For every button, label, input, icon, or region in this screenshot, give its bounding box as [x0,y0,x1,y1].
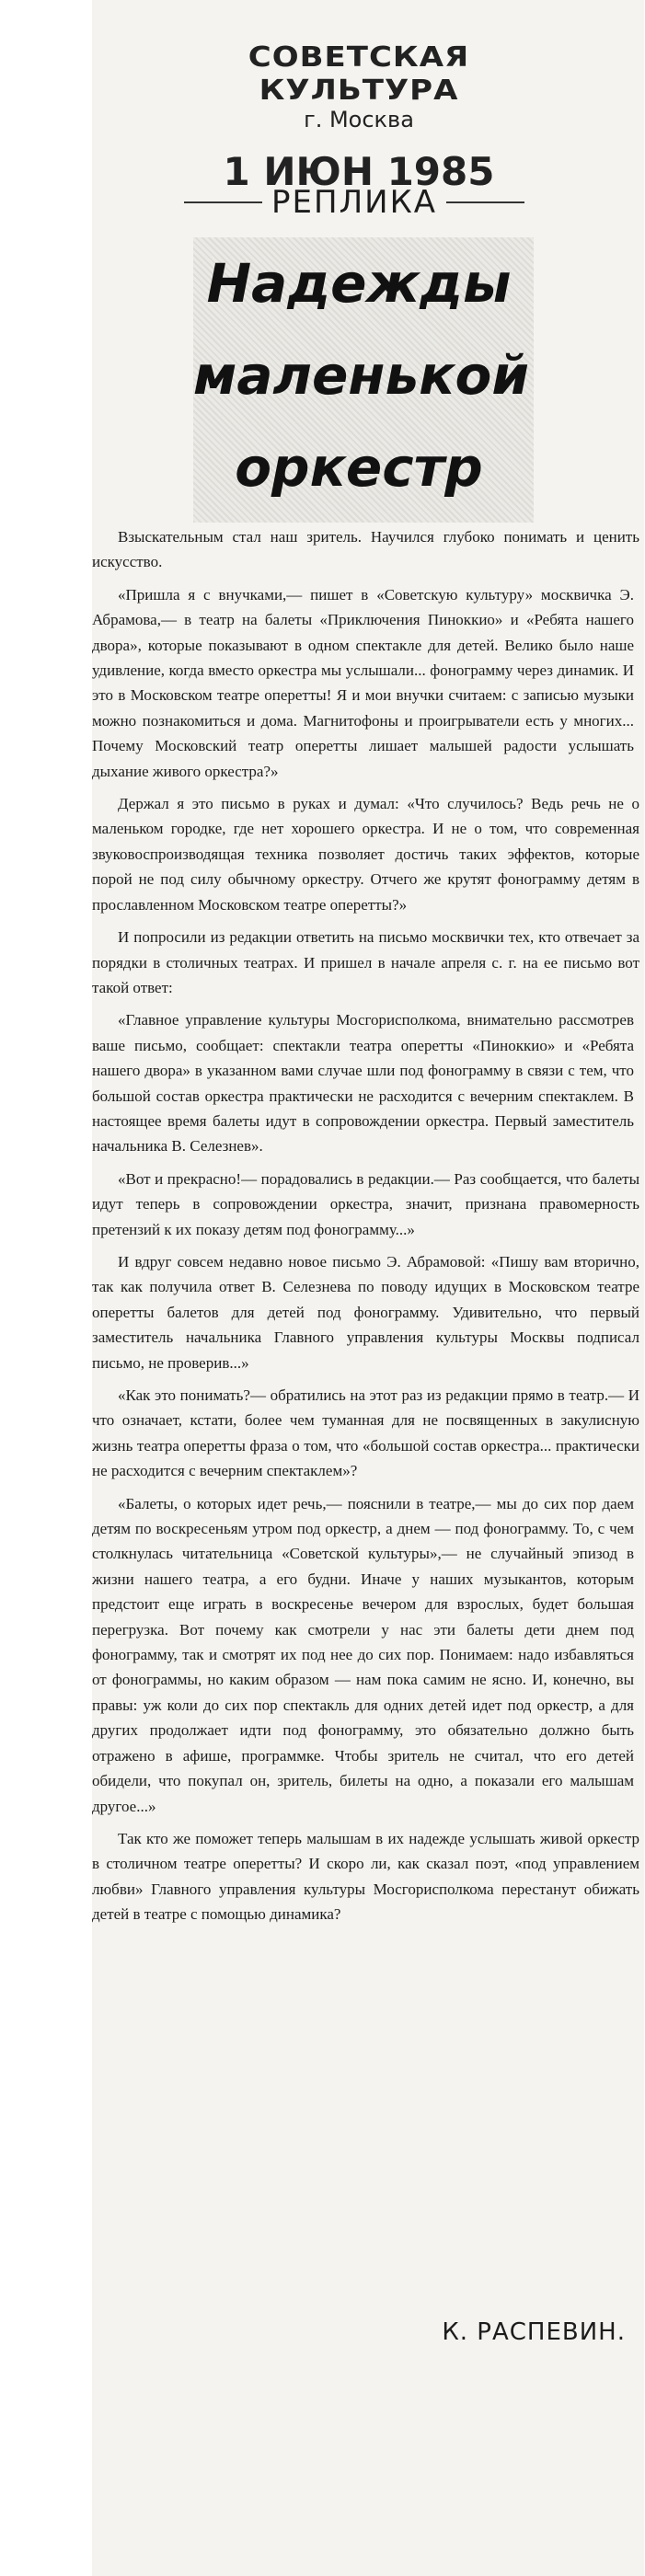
stamp-newspaper-name: СОВЕТСКАЯ КУЛЬТУРА [248,40,470,107]
stamp-city: г. Москва [304,107,414,132]
stamp-date: 1 ИЮН 1985 [223,149,495,194]
paragraph: «Балеты, о которых идет речь,— пояснили в театре,— мы до сих пор даем детям по воскресеньям утром под оркестр, а днем — под фонограмму. То, с чем столкнулась читательница «Советской культуры»,— не случайный эпизод в жизни нашего театра, а его будни. Иначе у наших музыкантов, которым предстоит еще играть в воскресенье вечером для взрослых, будет большая перегрузка. Вот почему как смотрели у нас эти балеты дети днем под фонограмму, так и смотрят их под нее до сих пор. Понимаем: надо избавляться от фонограммы, но каким образом — нам пока самим не ясно. И, конечно, вы правы: уж коли до сих пор спектакль для одних детей идет под оркестр, а для других продолжает идти под фонограмму, это обязательно должно быть отражено в афише, программке. Чтобы зритель не считал, что его детей обидели, что покупал он, зритель, билеты на одно, а показали его малышам другое...» [92,1494,634,1815]
paragraph: «Вот и прекрасно!— порадовались в редакции.— Раз сообщается, что балеты идут теперь в сопровождении оркестра, значит, признана правомерность претензий к их показу детям под фонограмму...» [92,1169,639,1238]
rubric-label: РЕПЛИКА [271,184,437,221]
headline-line-2: маленькой [193,344,529,407]
paragraph: «Главное управление культуры Мосгорисполкома, внимательно рассмотрев ваше письмо, сообщает: спектакли театра оперетты «Пиноккио» и «Ребята нашего двора» в указанном вами случае шли под фонограмму в связи с тем, что большой состав оркестра практически не расходится с вечерним спектаклем. В настоящее время балеты идут в сопровождении оркестра. Первый заместитель начальника В. Селезнев». [92,1011,634,1156]
newspaper-stamp [221,37,497,194]
headline [193,237,529,513]
paragraph: Так кто же поможет теперь малышам в их надежде услышать живой оркестр в столичном театре оперетты? И скоро ли, как сказал поэт, «под управлением любви» Главного управления культуры Мосгорисполкома перестанут обижать детей в театре с помощью динамика? [92,1829,639,1924]
rubric-rule-left [184,201,262,203]
article-body [92,524,639,1935]
author-signature: К. РАСПЕВИН. [442,2318,626,2346]
headline-line-3: оркестр [235,436,483,499]
paragraph: «Как это понимать?— обратились на этот раз из редакции прямо в театр.— И что означает, кстати, более чем туманная для не посвященных в закулисную жизнь театра оперетты фраза о том, что «большой состав оркестра... практически не расходится с вечерним спектаклем»? [92,1386,639,1480]
paragraph: И вдруг совсем недавно новое письмо Э. Абрамовой: «Пишу вам вторично, так как получила ответ В. Селезнева по поводу идущих в Московском театре оперетты балетов для детей под фонограмму. Удивительно, что первый заместитель начальника Главного управления культуры Москвы подписал письмо, не проверив...» [92,1252,639,1372]
paragraph: «Пришла я с внучками,— пишет в «Советскую культуру» москвичка Э. Абрамова,— в театр на балеты «Приключения Пиноккио» и «Ребята нашего двора», которые показывают в одном спектакле для детей. Велико было наше удивление, когда вместо оркестра мы услышали... фонограмму через динамик. И это в Московском театре оперетты! Я и мои внучки считаем: с записью музыки можно познакомиться и дома. Магнитофоны и проигрыватели есть у многих... Почему Московский театр оперетты лишает малышей радости услышать дыхание живого оркестра?» [92,585,634,780]
rubric [184,184,524,221]
rubric-rule-right [446,201,524,203]
paragraph: Взыскательным стал наш зритель. Научился глубоко понимать и ценить искусство. [92,528,639,571]
headline-line-1: Надежды [206,252,512,315]
paragraph: И попросили из редакции ответить на письмо москвички тех, кто отвечает за порядки в столичных театрах. И пришел в начале апреля с. г. на ее письмо вот такой ответ: [92,928,639,996]
paragraph: Держал я это письмо в руках и думал: «Что случилось? Ведь речь не о маленьком городке, где нет хорошего оркестра. И не о том, что современная звуковоспроизводящая техника позволяет достичь таких эффектов, которые порой не под силу обычному оркестру. Отчего же крутят фонограмму детям в прославленном Московском театре оперетты?» [92,795,639,914]
